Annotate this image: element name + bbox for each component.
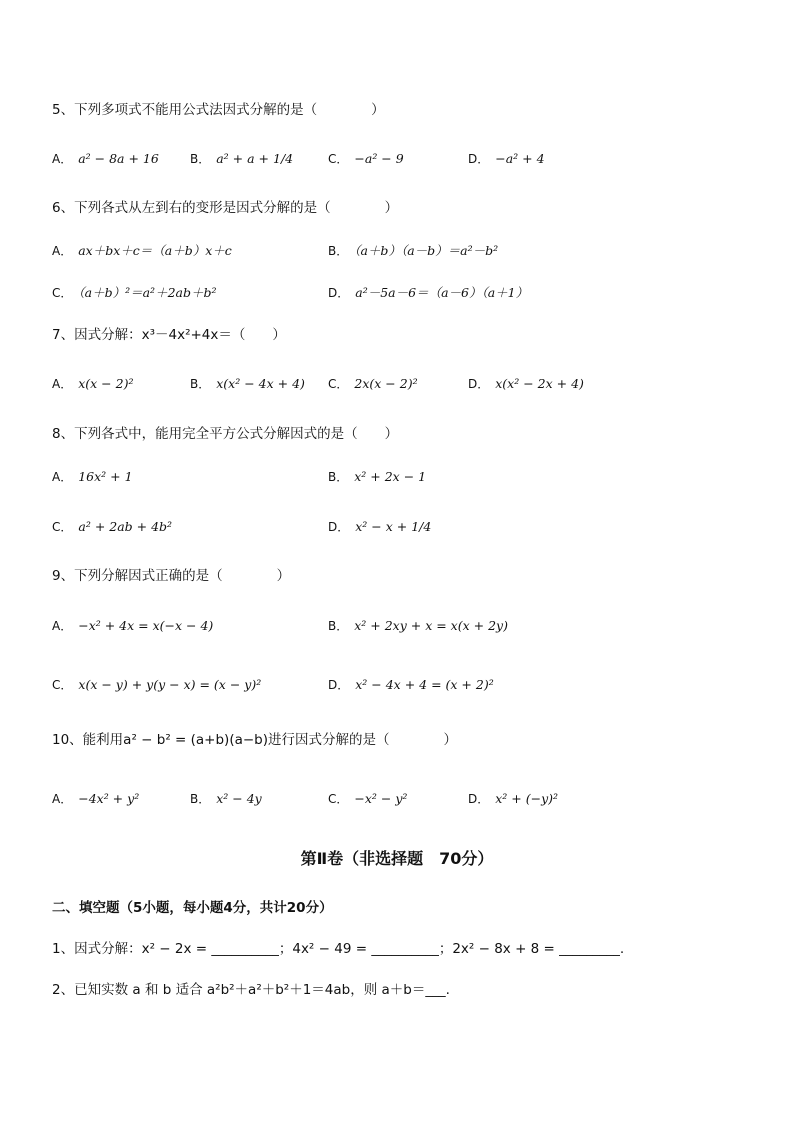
option-label: D．: [328, 520, 350, 534]
option-expr: x(x² − 2x + 4): [495, 376, 584, 391]
option-label: D．: [328, 678, 350, 692]
q10-option-b[interactable]: [190, 789, 262, 809]
q7-option-a[interactable]: [52, 374, 133, 394]
q8-option-a[interactable]: [52, 467, 133, 487]
q6-option-d[interactable]: [328, 283, 528, 303]
question-7-stem: 7、因式分解：x³－4x²+4x＝（ ）: [52, 327, 286, 343]
option-label: A．: [52, 244, 73, 258]
option-expr: −x² − y²: [354, 791, 408, 806]
option-expr: x² + 2x − 1: [354, 469, 427, 484]
question-10-stem: 10、能利用a² − b² = (a+b)(a−b)进行因式分解的是（ ）: [52, 732, 458, 748]
option-label: C．: [328, 152, 349, 166]
option-expr: −4x² + y²: [78, 791, 140, 806]
option-expr: x(x − y) + y(y − x) = (x − y)²: [78, 677, 262, 692]
option-expr: −x² + 4x = x(−x − 4): [78, 618, 214, 633]
q7-option-b[interactable]: [190, 374, 305, 394]
option-expr: x² − x + 1/4: [355, 519, 432, 534]
option-expr: x(x − 2)²: [78, 376, 134, 391]
fill-question-2: 2、已知实数 a 和 b 适合 a²b²＋a²＋b²＋1＝4ab，则 a＋b＝___.: [52, 982, 450, 998]
part-2-title: 第Ⅱ卷（非选择题 70分）: [300, 849, 494, 868]
q9-option-c[interactable]: [52, 675, 261, 695]
q10-option-a[interactable]: [52, 789, 139, 809]
option-expr: x² + 2xy + x = x(x + 2y): [354, 618, 508, 633]
q9-option-a[interactable]: [52, 616, 213, 636]
q9-option-d[interactable]: [328, 675, 494, 695]
q7-option-d[interactable]: [468, 374, 584, 394]
option-label: B．: [190, 792, 211, 806]
option-label: D．: [468, 377, 490, 391]
q7-option-c[interactable]: [328, 374, 418, 394]
question-6-stem: 6、下列各式从左到右的变形是因式分解的是（ ）: [52, 200, 399, 216]
q5-option-c[interactable]: [328, 149, 404, 169]
option-label: B．: [190, 377, 211, 391]
option-expr: x² + (−y)²: [495, 791, 559, 806]
option-expr: a² − 8a + 16: [78, 151, 159, 166]
option-label: C．: [52, 678, 73, 692]
option-expr: x(x² − 4x + 4): [216, 376, 305, 391]
option-expr: ax＋bx＋c＝（a＋b）x＋c: [78, 243, 232, 258]
option-expr: x² − 4x + 4 = (x + 2)²: [355, 677, 494, 692]
q10-option-d[interactable]: [468, 789, 558, 809]
option-expr: 16x² + 1: [78, 469, 133, 484]
option-label: B．: [328, 244, 349, 258]
q8-option-b[interactable]: [328, 467, 426, 487]
question-5-stem: 5、下列多项式不能用公式法因式分解的是（ ）: [52, 102, 385, 118]
q5-option-a[interactable]: [52, 149, 159, 169]
section-heading: 二、填空题（5小题，每小题4分，共计20分）: [52, 900, 333, 916]
option-label: B．: [190, 152, 211, 166]
fill-question-1: 1、因式分解：x² − 2x = __________；4x² − 49 = __________；2x² − 8x + 8 = _________.: [52, 941, 625, 957]
option-expr: （a＋b）（a－b）＝a²－b²: [354, 243, 499, 258]
option-label: C．: [52, 520, 73, 534]
option-expr: a² + a + 1/4: [216, 151, 294, 166]
option-expr: −a² + 4: [495, 151, 545, 166]
option-label: B．: [328, 470, 349, 484]
option-label: C．: [52, 286, 73, 300]
q5-option-d[interactable]: [468, 149, 545, 169]
option-label: A．: [52, 152, 73, 166]
option-expr: −a² − 9: [354, 151, 404, 166]
q6-option-c[interactable]: [52, 283, 217, 303]
option-label: C．: [328, 377, 349, 391]
option-label: D．: [468, 792, 490, 806]
option-label: D．: [328, 286, 350, 300]
question-9-stem: 9、下列分解因式正确的是（ ）: [52, 568, 291, 584]
option-label: A．: [52, 619, 73, 633]
option-expr: a² + 2ab + 4b²: [78, 519, 173, 534]
q6-option-a[interactable]: [52, 241, 232, 261]
q8-option-c[interactable]: [52, 517, 172, 537]
q9-option-b[interactable]: [328, 616, 508, 636]
option-label: A．: [52, 792, 73, 806]
q6-option-b[interactable]: [328, 241, 498, 261]
option-expr: 2x(x − 2)²: [354, 376, 418, 391]
question-8-stem: 8、下列各式中，能用完全平方公式分解因式的是（ ）: [52, 426, 399, 442]
option-label: D．: [468, 152, 490, 166]
option-expr: x² − 4y: [216, 791, 262, 806]
q8-option-d[interactable]: [328, 517, 431, 537]
option-expr: a²－5a－6＝（a－6）（a＋1）: [355, 285, 529, 300]
option-label: A．: [52, 470, 73, 484]
q5-option-b[interactable]: [190, 149, 293, 169]
q10-option-c[interactable]: [328, 789, 407, 809]
option-label: C．: [328, 792, 349, 806]
option-expr: （a＋b）²＝a²＋2ab＋b²: [78, 285, 217, 300]
option-label: B．: [328, 619, 349, 633]
option-label: A．: [52, 377, 73, 391]
